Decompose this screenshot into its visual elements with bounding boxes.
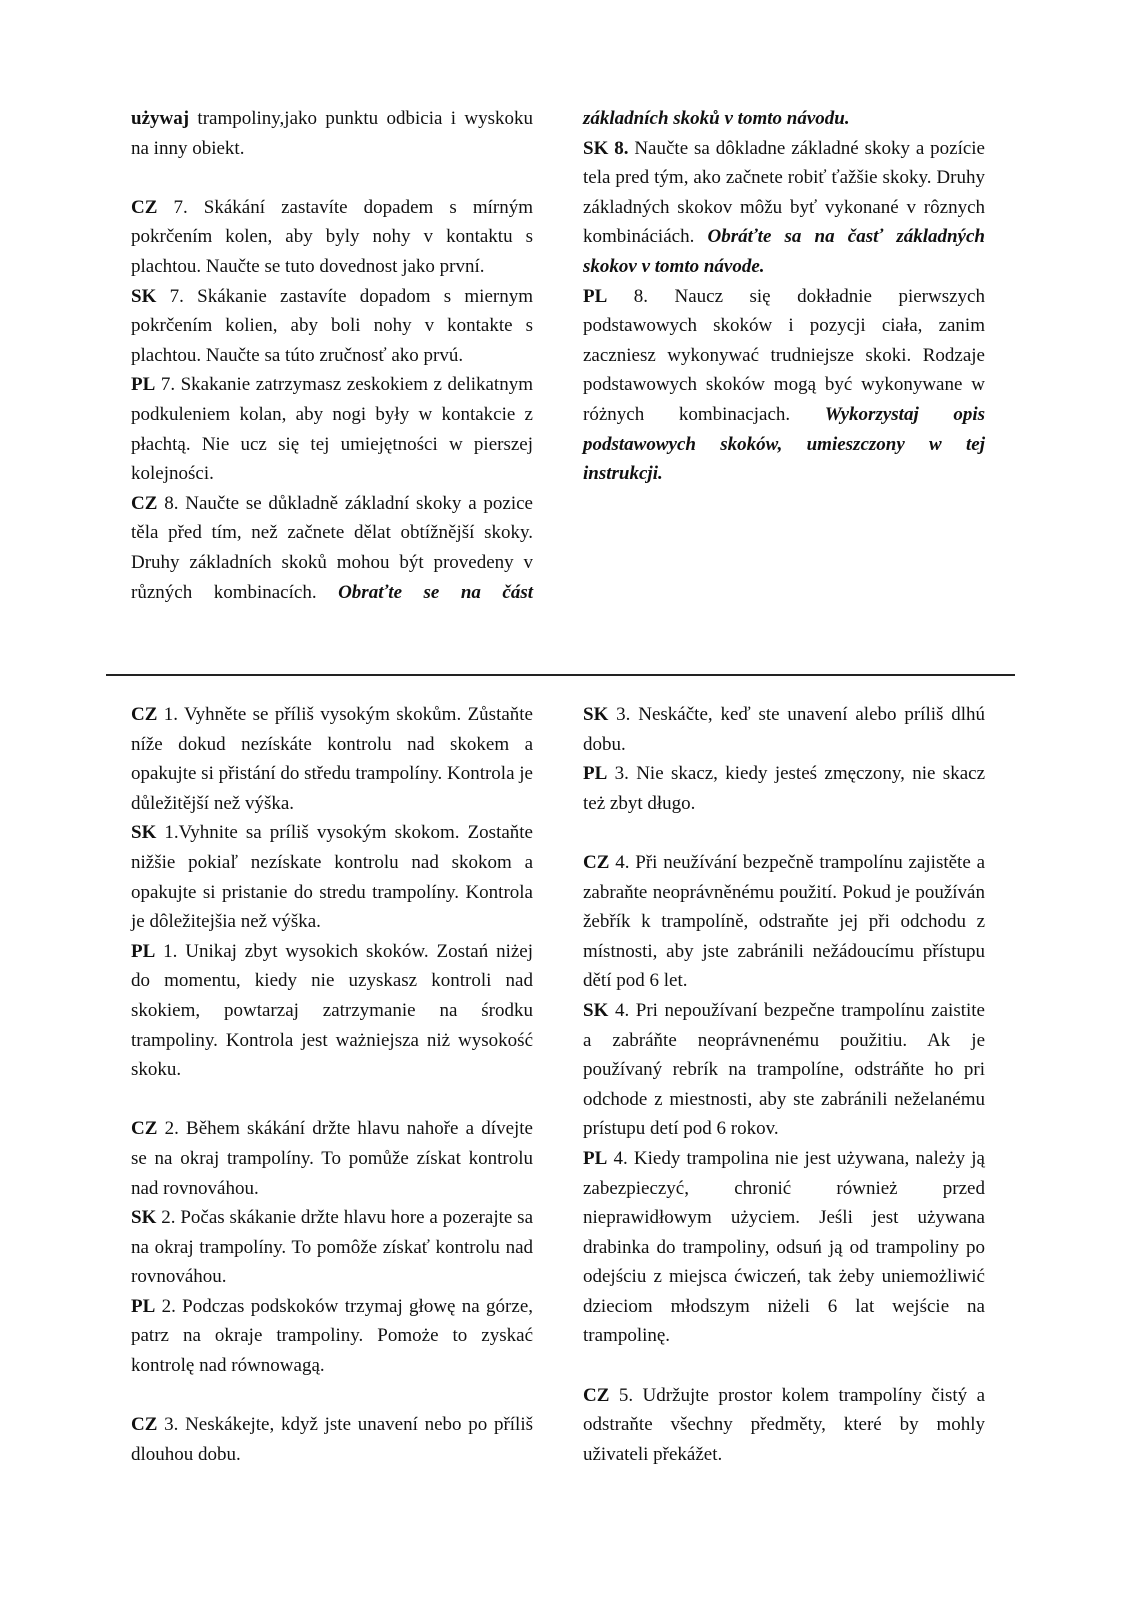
emphasis-text: Obraťte se na část [338, 581, 533, 603]
language-label: SK [131, 822, 157, 844]
paragraph-cz-1 [131, 700, 533, 818]
emphasis-text: základních skoků v tomto návodu. [583, 108, 850, 129]
paragraph-cz-4 [583, 848, 985, 996]
language-label: CZ [131, 196, 158, 218]
paragraph-text: 2. Během skákání držte hlavu nahoře a dívejte se na okraj trampolíny. To pomůže získat kontrolu nad rovnováhou. [131, 1118, 533, 1199]
paragraph-text: 4. Pri nepoužívaní bezpečne trampolínu zaistite a zabráňte neoprávnenému použitiu. Ak je používaný rebrík na trampolíne, odstráňte ho pri odchode z miestnosti, aby ste zabránili neželanému prístupu detí pod 6 rokov. [583, 999, 985, 1140]
paragraph-sk-1 [131, 818, 533, 936]
paragraph-text: 1.Vyhnite sa príliš vysokým skokom. Zostaňte nižšie pokiaľ nezískate kontrolu nad skokom a opakujte si pristanie do stredu trampolíny. Kontrola je dôležitejšia než výška. [131, 822, 533, 933]
language-label: CZ [583, 1384, 610, 1406]
paragraph-pl6-continuation [131, 104, 533, 163]
paragraph-text: 5. Udržujte prostor kolem trampolíny čistý a odstraňte všechny předměty, které by mohly uživateli překážet. [583, 1384, 985, 1465]
paragraph-text: 8. Naucz się dokładnie pierwszych podstawowych skoków i pozycji ciała, zanim zaczniesz wykonywać trudniejsze skoki. Rodzaje podstawowych skoków mogą być wykonywane w różnych kombinacjach. [583, 285, 985, 425]
paragraph-text: 2. Počas skákanie držte hlavu hore a pozerajte sa na okraj trampolíny. To pomôže získať kontrolu nad rovnováhou. [131, 1207, 533, 1288]
paragraph-text: 3. Nie skacz, kiedy jesteś zmęczony, nie skacz też zbyt długo. [583, 763, 985, 814]
paragraph-sk-2 [131, 1203, 533, 1292]
paragraph-text: 1. Vyhněte se příliš vysokým skokům. Zůstaňte níže dokud nezískáte kontrolu nad skokem a opakujte si přistání do středu trampolíny. Kontrola je důležitější než výška. [131, 704, 533, 814]
paragraph-text: 8. Naučte se důkladně základní skoky a pozice těla před tím, než začnete dělat obtížnější skoky. Druhy základních skoků mohou být provedeny v různých kombinacích. [131, 492, 533, 603]
paragraph-sk-8 [583, 134, 985, 282]
language-label: PL [583, 1147, 608, 1169]
paragraph-text: 7. Skákanie zastavíte dopadom s miernym pokrčením kolien, aby boli nohy v kontakte s plachtou. Naučte sa túto zručnosť ako prvú. [131, 285, 533, 366]
paragraph-sk-3 [583, 700, 985, 759]
language-label: SK [131, 1207, 157, 1229]
language-label: CZ [583, 851, 610, 873]
language-label: CZ [131, 704, 158, 725]
paragraph-cz-7 [131, 193, 533, 282]
language-label: PL [583, 285, 608, 307]
language-label: SK 8. [583, 137, 629, 159]
bottom-right-column [583, 700, 985, 1469]
top-left-column [131, 104, 533, 607]
language-label: SK [583, 704, 609, 725]
emphasis-text: Obráťte sa na časť základných skokov v tomto návode. [583, 226, 985, 277]
language-label: CZ [131, 492, 158, 514]
paragraph-cz-5 [583, 1381, 985, 1470]
paragraph-text: 4. Při neužívání bezpečně trampolínu zajistěte a zabraňte neoprávněnému použití. Pokud je používán žebřík k trampolíně, odstraňte jej při odchodu z místnosti, aby jste zabránili nežádoucímu přístupu dětí pod 6 let. [583, 851, 985, 992]
section-divider [106, 674, 1015, 676]
language-label: PL [131, 374, 156, 396]
paragraph-pl-4 [583, 1144, 985, 1351]
paragraph-sk-4 [583, 996, 985, 1144]
language-label: CZ [131, 1414, 158, 1436]
language-label: SK [583, 999, 609, 1021]
bottom-left-column [131, 700, 533, 1469]
paragraph-pl-7 [131, 370, 533, 488]
paragraph-text: 2. Podczas podskoków trzymaj głowę na górze, patrz na okraje trampoliny. Pomoże to zyskać kontrolę nad równowagą. [131, 1295, 533, 1377]
paragraph-text: 7. Skakanie zatrzymasz zeskokiem z delikatnym podkuleniem kolan, aby nogi były w kontakcie z płachtą. Nie ucz się tej umiejętności w pierszej kolejności. [131, 374, 533, 485]
paragraph-pl-2 [131, 1292, 533, 1381]
paragraph-cz-8-continuation [583, 104, 985, 134]
paragraph-cz-8 [131, 489, 533, 607]
language-label: PL [583, 763, 608, 785]
paragraph-text: 3. Neskákejte, když jste unavení nebo po příliš dlouhou dobu. [131, 1414, 533, 1465]
language-label: SK [131, 285, 157, 307]
paragraph-text: 7. Skákání zastavíte dopadem s mírným pokrčením kolen, aby byly nohy v kontaktu s plachtou. Naučte se tuto dovednost jako první. [131, 196, 533, 277]
top-right-column [583, 104, 985, 489]
paragraph-text: 4. Kiedy trampolina nie jest używana, należy ją zabezpieczyć, chronić również przed nieprawidłowym użyciem. Jeśli jest używana drabinka do trampoliny, odsuń ją od trampoliny po odejściu z miejsca ćwiczeń, tak żeby uniemożliwić dzieciom młodszym niżeli 6 lat wejście na trampolinę. [583, 1147, 985, 1347]
language-label: PL [131, 1295, 156, 1317]
paragraph-pl-8 [583, 282, 985, 489]
bold-word: używaj [131, 108, 190, 129]
paragraph-pl-3 [583, 759, 985, 818]
paragraph-text: Naučte sa dôkladne základné skoky a pozície tela pred tým, ako začnete robiť ťažšie skoky. Druhy základných skokov môžu byť vykonané v rôznych kombináciách. [583, 137, 985, 248]
paragraph-text: trampoliny,jako punktu odbicia i wyskoku na inny obiekt. [131, 108, 533, 159]
paragraph-cz-2 [131, 1114, 533, 1203]
paragraph-pl-1 [131, 937, 533, 1085]
paragraph-text: 3. Neskáčte, keď ste unavení alebo príliš dlhú dobu. [583, 704, 985, 755]
paragraph-sk-7 [131, 282, 533, 371]
paragraph-text: 1. Unikaj zbyt wysokich skoków. Zostań niżej do momentu, kiedy nie uzyskasz kontroli nad skokiem, powtarzaj zatrzymanie na środku trampoliny. Kontrola jest ważniejsza niż wysokość skoku. [131, 940, 533, 1081]
language-label: PL [131, 940, 156, 962]
language-label: CZ [131, 1118, 158, 1140]
emphasis-text: Wykorzystaj opis podstawowych skoków, umieszczony w tej instrukcji. [583, 403, 986, 485]
paragraph-cz-3 [131, 1410, 533, 1469]
